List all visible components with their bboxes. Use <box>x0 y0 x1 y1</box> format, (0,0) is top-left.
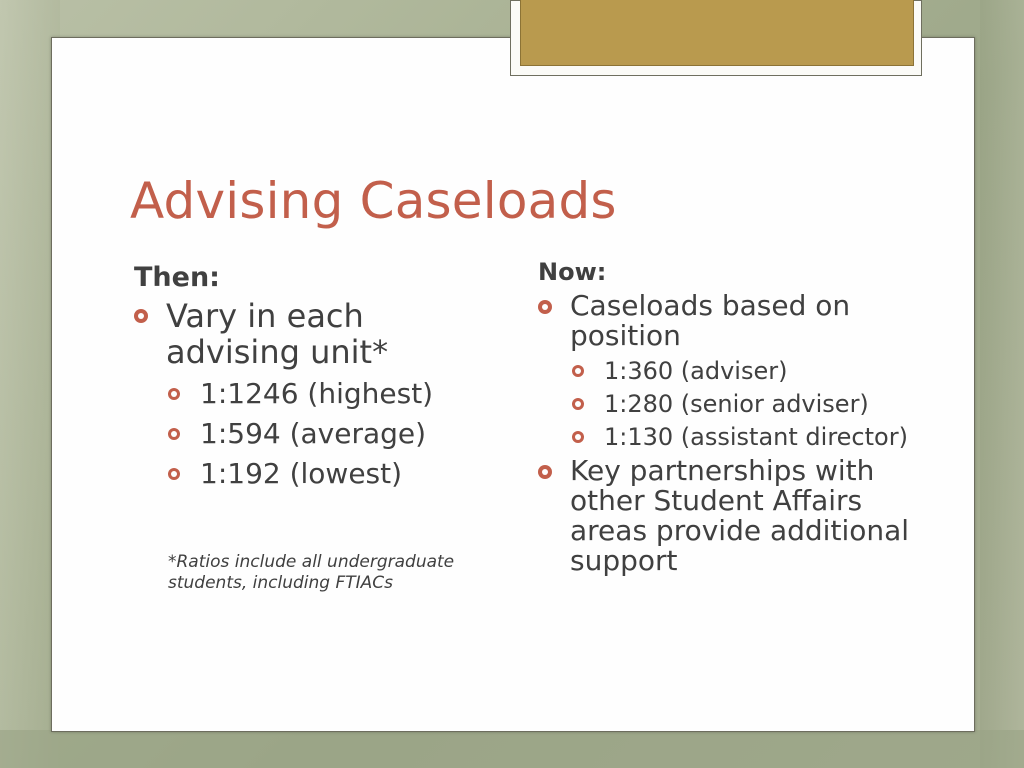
then-sub-item-text: 1:1246 (highest) <box>200 377 434 411</box>
now-sub-item-text: 1:130 (assistant director) <box>604 422 908 451</box>
now-sub-item-text: 1:360 (adviser) <box>604 356 788 385</box>
now-sub-item-text: 1:280 (senior adviser) <box>604 389 869 418</box>
header-gold-bar <box>520 0 914 66</box>
bullet-icon <box>572 431 584 443</box>
background-decoration-right <box>980 0 1024 768</box>
now-bullet <box>538 453 918 577</box>
now-sub-item <box>572 357 918 385</box>
then-sub-item-text: 1:192 (lowest) <box>200 457 403 491</box>
then-sub-item-text: 1:594 (average) <box>200 417 427 451</box>
bullet-icon <box>134 309 148 323</box>
then-column <box>134 262 494 490</box>
bullet-icon <box>538 300 552 314</box>
then-heading: Then: <box>134 262 220 293</box>
background-bottom-band <box>0 730 1024 768</box>
bullet-icon <box>168 428 180 440</box>
now-bullet-text: Caseloads based on position <box>570 288 851 352</box>
then-bullet-text: Vary in each advising unit* <box>166 297 389 372</box>
then-sub-item <box>168 418 494 450</box>
now-bullet-text: Key partnerships with other Student Affairs areas provide additional support <box>570 453 910 577</box>
bullet-icon <box>572 398 584 410</box>
ratio-footnote: *Ratios include all undergraduate students, including FTIACs <box>168 552 455 593</box>
now-column <box>538 258 918 582</box>
now-bullet <box>538 288 918 352</box>
now-sub-item <box>572 390 918 418</box>
now-heading: Now: <box>538 258 607 286</box>
bullet-icon <box>168 388 180 400</box>
then-sub-item <box>168 378 494 410</box>
then-bullet <box>134 298 494 370</box>
now-sub-item <box>572 423 918 451</box>
bullet-icon <box>538 465 552 479</box>
then-sub-item <box>168 458 494 490</box>
slide-title: Advising Caseloads <box>130 172 617 230</box>
bullet-icon <box>168 468 180 480</box>
bullet-icon <box>572 365 584 377</box>
